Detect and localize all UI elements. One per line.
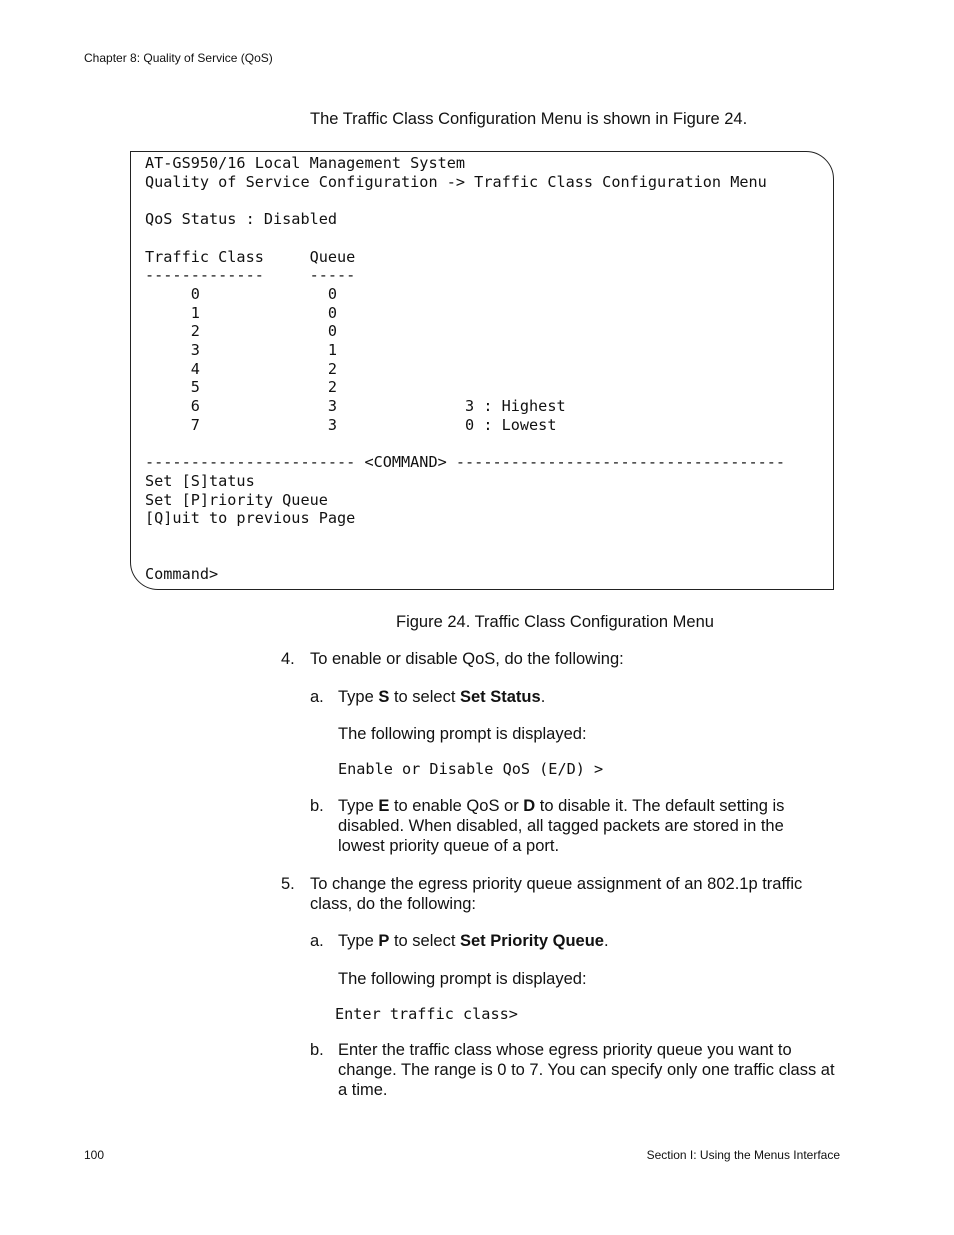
terminal-line: 2 0 <box>145 322 338 341</box>
figure-caption: Figure 24. Traffic Class Configuration Menu <box>396 613 714 631</box>
terminal-line: 3 1 <box>145 341 338 360</box>
terminal-line: 6 3 3 : Highest <box>145 397 566 416</box>
section-footer: Section I: Using the Menus Interface <box>646 1148 840 1162</box>
step-4-number: 4. <box>281 650 295 668</box>
key-d: D <box>523 797 536 815</box>
step-5-number: 5. <box>281 875 295 893</box>
terminal-line: Set [S]tatus <box>145 471 255 490</box>
set-status-command: Set Status <box>460 688 541 706</box>
terminal-line <box>145 547 785 566</box>
chapter-header: Chapter 8: Quality of Service (QoS) <box>84 51 273 65</box>
terminal-line: ------------- ----- <box>145 266 356 285</box>
terminal-line: Set [P]riority Queue <box>145 490 328 509</box>
key-s: S <box>378 688 390 706</box>
traffic-class-prompt: Enter traffic class> <box>335 1005 518 1023</box>
set-priority-queue-command: Set Priority Queue <box>460 932 604 950</box>
step-5a-text: Type P to select Set Priority Queue. <box>338 932 609 950</box>
key-e: E <box>378 797 390 815</box>
terminal-line: Quality of Service Configuration -> Traffic Class Configuration Menu <box>145 172 767 191</box>
key-p: P <box>378 932 390 950</box>
step-5b-letter: b. <box>310 1041 324 1059</box>
terminal-text <box>145 154 785 584</box>
terminal-line: QoS Status : Disabled <box>145 210 338 229</box>
terminal-line <box>145 435 785 454</box>
terminal-line <box>145 528 785 547</box>
terminal-line: [Q]uit to previous Page <box>145 509 356 528</box>
intro-text: The Traffic Class Configuration Menu is shown in Figure 24. <box>310 110 748 128</box>
step-5b-text: Enter the traffic class whose egress priority queue you want to change. The range is 0 to 7. You can specify only one traffic class at a time. <box>338 1041 835 1099</box>
terminal-line <box>145 191 785 210</box>
qos-prompt: Enable or Disable QoS (E/D) > <box>338 760 604 778</box>
terminal-line: 5 2 <box>145 378 338 397</box>
terminal-line: Traffic Class Queue <box>145 247 356 266</box>
page-number: 100 <box>84 1148 105 1162</box>
step-5a-prompt-intro: The following prompt is displayed: <box>338 970 587 988</box>
terminal-line: 4 2 <box>145 359 338 378</box>
terminal-line <box>145 229 785 248</box>
step-4a-letter: a. <box>310 688 324 706</box>
step-4b-text: Type E to enable QoS or D to disable it. The default setting is disabled. When disabled, all tagged packets are stored in the lowest priority queue of a port. <box>338 797 785 855</box>
terminal-line: 0 0 <box>145 284 338 303</box>
terminal-line: ----------------------- <COMMAND> ------------------------------------ <box>145 453 786 472</box>
step-4b-letter: b. <box>310 797 324 815</box>
terminal-line: 1 0 <box>145 303 338 322</box>
terminal-line: 7 3 0 : Lowest <box>145 415 557 434</box>
step-4a-prompt-intro: The following prompt is displayed: <box>338 725 587 743</box>
terminal-line: Command> <box>145 565 219 584</box>
step-4-text: To enable or disable QoS, do the following: <box>310 650 624 668</box>
step-4a-text: Type S to select Set Status. <box>338 688 546 706</box>
terminal-line: AT-GS950/16 Local Management System <box>145 154 466 172</box>
step-5a-letter: a. <box>310 932 324 950</box>
step-5-text: To change the egress priority queue assignment of an 802.1p traffic class, do the following: <box>310 875 803 913</box>
